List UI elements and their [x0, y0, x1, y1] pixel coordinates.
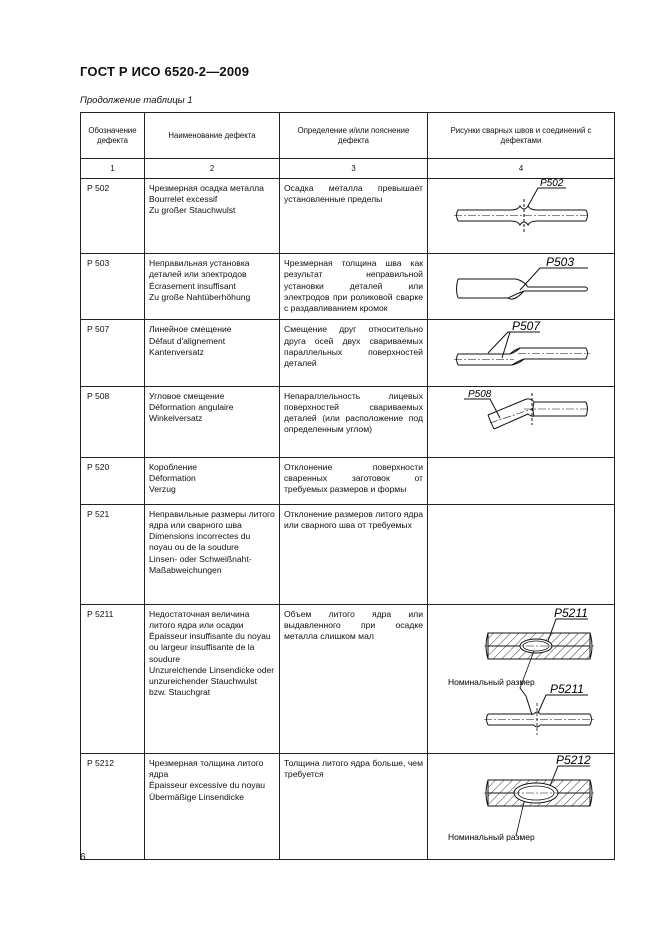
- defect-figure-cell: [428, 457, 615, 504]
- name-ru: Чрезмерная толщина литого ядра: [149, 758, 264, 780]
- defect-names: [145, 386, 280, 457]
- defect-names: [145, 179, 280, 254]
- name-de: Kantenversatz: [149, 346, 204, 357]
- figure-label: P507: [512, 320, 541, 334]
- weld-figure-p5212: [428, 754, 615, 856]
- column-header-code: Обозначение дефекта: [81, 113, 145, 159]
- weld-figure-p508: [428, 387, 615, 454]
- defect-code: P 502: [81, 179, 145, 254]
- figure-label: P502: [540, 179, 564, 189]
- name-fr: Bourrelet excessif: [149, 194, 218, 205]
- defect-code: P 5212: [81, 754, 145, 860]
- name-ru: Чрезмерная осадка металла: [149, 183, 264, 193]
- nominal-size-label: Номинальный размер: [448, 676, 535, 687]
- table-row: [81, 254, 615, 320]
- table-continuation-caption: Продолжение таблицы 1: [80, 95, 193, 106]
- table-row: [81, 320, 615, 386]
- column-number: 4: [428, 159, 615, 179]
- weld-figure-p507: [428, 320, 615, 382]
- column-number-row: [81, 159, 615, 179]
- defect-names: [145, 604, 280, 753]
- page-number: 6: [80, 852, 86, 863]
- table-row: [81, 457, 615, 504]
- figure-label: P5212: [556, 754, 591, 768]
- defect-code: P 508: [81, 386, 145, 457]
- column-number: 3: [280, 159, 428, 179]
- defect-definition: Осадка металла превышает установленные пределы: [280, 179, 428, 254]
- defect-code: P 521: [81, 504, 145, 604]
- defect-names: [145, 320, 280, 386]
- name-ru: Угловое смещение: [149, 390, 225, 401]
- name-de: Übermäßige Linsendicke: [149, 791, 245, 802]
- defect-figure-cell: [428, 254, 615, 320]
- name-ru: Недостаточная величина литого ядра или осадки: [149, 608, 250, 631]
- defect-code: P 5211: [81, 604, 145, 753]
- table-header-row: [81, 113, 615, 159]
- defect-names: [145, 254, 280, 320]
- table-row: [81, 179, 615, 254]
- defect-code: P 507: [81, 320, 145, 386]
- defect-definition: Чрезмерная толщина шва как результат неправильной установки деталей или электродов при роликовой сварке с раздавливанием кромок: [280, 254, 428, 320]
- defect-names: [145, 754, 280, 860]
- defect-figure-cell: [428, 504, 615, 604]
- defect-figure-cell: [428, 386, 615, 457]
- defect-names: [145, 457, 280, 504]
- defect-definition: Отклонение размеров литого ядра или сварного шва от требуемых: [280, 504, 428, 604]
- table-row: [81, 504, 615, 604]
- defect-code: P 520: [81, 457, 145, 504]
- defect-figure-cell: [428, 604, 615, 753]
- defect-figure-cell: [428, 320, 615, 386]
- name-fr: Écrasement insuffisant: [149, 280, 236, 291]
- name-de: Zu großer Stauchwulst: [149, 205, 236, 216]
- table-row: [81, 604, 615, 753]
- name-fr: Déformation: [149, 473, 196, 484]
- defect-definition: Смещение друг относительно друга осей двух свариваемых параллельных поверхностей деталей: [280, 320, 428, 386]
- defect-figure-cell: [428, 754, 615, 860]
- defect-definition: Непараллельность лицевых поверхностей свариваемых деталей (или расположение под определенным углом): [280, 386, 428, 457]
- name-ru: Коробление: [149, 461, 197, 472]
- column-header-definition: Определение и/или пояснение дефекта: [280, 113, 428, 159]
- defect-definition: Отклонение поверхности сваренных заготовок от требуемых размеров и формы: [280, 457, 428, 504]
- column-number: 2: [145, 159, 280, 179]
- defect-figure-cell: [428, 179, 615, 254]
- defect-code: P 503: [81, 254, 145, 320]
- defect-definition: Объем литого ядра или выдавленного при осадке металла слишком мал: [280, 604, 428, 753]
- name-fr: Déformation angulaire: [149, 401, 234, 412]
- nominal-size-label: Номинальный размер: [448, 832, 535, 843]
- name-fr: Dimensions incorrectes du noyau ou de la soudure: [149, 531, 251, 553]
- name-ru: Неправильные размеры литого ядра или сварного шва: [149, 508, 275, 531]
- table-row: [81, 754, 615, 860]
- document-title: ГОСТ Р ИСО 6520-2—2009: [80, 64, 250, 79]
- column-header-name: Наименование дефекта: [145, 113, 280, 159]
- defect-definition: Толщина литого ядра больше, чем требуется: [280, 754, 428, 860]
- weld-figure-p502: [428, 179, 615, 250]
- name-de: Linsen- oder Schweißnaht-Maßabweichungen: [149, 553, 252, 575]
- defects-table: [80, 112, 615, 860]
- defect-names: [145, 504, 280, 604]
- weld-figure-p5211: [428, 605, 615, 750]
- column-header-figure: Рисунки сварных швов и соединений с дефектами: [428, 113, 615, 159]
- name-de: Winkelversatz: [149, 413, 203, 424]
- figure-label: P503: [546, 255, 575, 270]
- name-de: Unzureichende Linsendicke oder unzureichender Stauchwulst bzw. Stauchgrat: [149, 664, 275, 698]
- name-fr: Défaut d'alignement: [149, 335, 226, 346]
- name-fr: Épaisseur insuffisante du noyau ou largeur insuffisante de la soudure: [149, 631, 271, 664]
- column-number: 1: [81, 159, 145, 179]
- table-row: [81, 386, 615, 457]
- name-ru: Неправильная установка деталей или электродов: [149, 258, 250, 280]
- name-ru: Линейное смещение: [149, 324, 232, 335]
- weld-figure-p503: [428, 254, 615, 316]
- name-de: Verzug: [149, 484, 176, 495]
- name-fr: Épaisseur excessive du noyau: [149, 780, 266, 791]
- figure-label: P508: [468, 388, 492, 400]
- figure-label: P5211: [554, 605, 588, 620]
- figure-label: P5211: [550, 681, 584, 696]
- name-de: Zu große Nahtüberhöhung: [149, 291, 251, 302]
